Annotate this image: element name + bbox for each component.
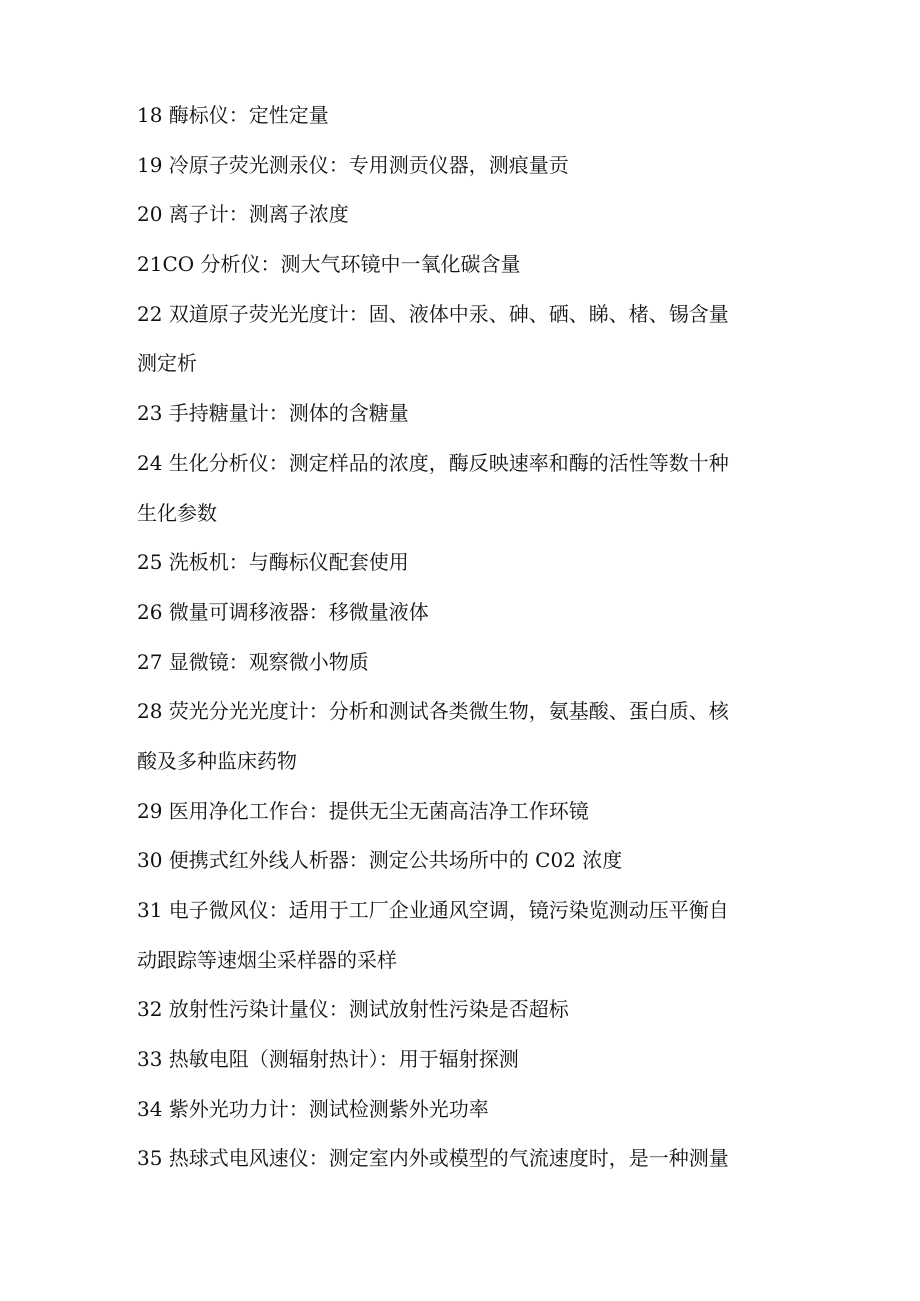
- text-line-10: 25 洗板机：与酶标仪配套使用: [137, 550, 409, 575]
- text-line-15: 29 医用净化工作台：提供无尘无菌高洁净工作环镜: [137, 798, 589, 823]
- document-body: [137, 91, 777, 1184]
- text-line-7: 23 手持糖量计：测体的含糖量: [137, 401, 409, 426]
- text-line-19: 32 放射性污染计量仪：测试放射性污染是否超标: [137, 997, 569, 1022]
- text-line-18: 动跟踪等速烟尘采样器的采样: [137, 947, 397, 972]
- text-line-21: 34 紫外光功力计：测试检测紫外光功率: [137, 1096, 489, 1121]
- text-line-1: 18 酶标仪：定性定量: [137, 103, 329, 127]
- text-line-14: 酸及多种监床药物: [137, 748, 297, 773]
- text-line-17: 31 电子微风仪：适用于工厂企业通风空调，镜污染览测动压平衡自: [137, 898, 729, 922]
- text-line-2: 19 冷原子荧光测汞仪：专用测贡仪器，测痕量贡: [137, 152, 569, 177]
- text-line-22: 35 热球式电风速仪：测定室内外或模型的气流速度时，是一种测量: [137, 1146, 729, 1171]
- text-line-12: 27 显微镜：观察微小物质: [137, 649, 369, 674]
- text-line-20: 33 热敏电阻（测辐射热计）：用于辐射探测: [137, 1047, 519, 1072]
- text-line-6: 测定析: [137, 351, 197, 376]
- text-line-11: 26 微量可调移液器：移微量液体: [137, 599, 429, 624]
- text-line-4: 21CO 分析仪：测大气环镜中一氧化碳含量: [137, 252, 521, 277]
- text-line-13: 28 荧光分光光度计：分析和测试各类微生物，氨基酸、蛋白质、核: [137, 699, 729, 724]
- text-line-9: 生化参数: [137, 500, 217, 525]
- text-line-3: 20 离子计：测离子浓度: [137, 202, 349, 227]
- text-line-16: 30 便携式红外线人析器：测定公共场所中的 C02 浓度: [137, 848, 623, 873]
- text-line-5: 22 双道原子荧光光度计：固、液体中汞、砷、硒、睇、楮、锡含量: [137, 301, 729, 326]
- text-line-8: 24 生化分析仪：测定样品的浓度，酶反映速率和酶的活性等数十种: [137, 450, 729, 475]
